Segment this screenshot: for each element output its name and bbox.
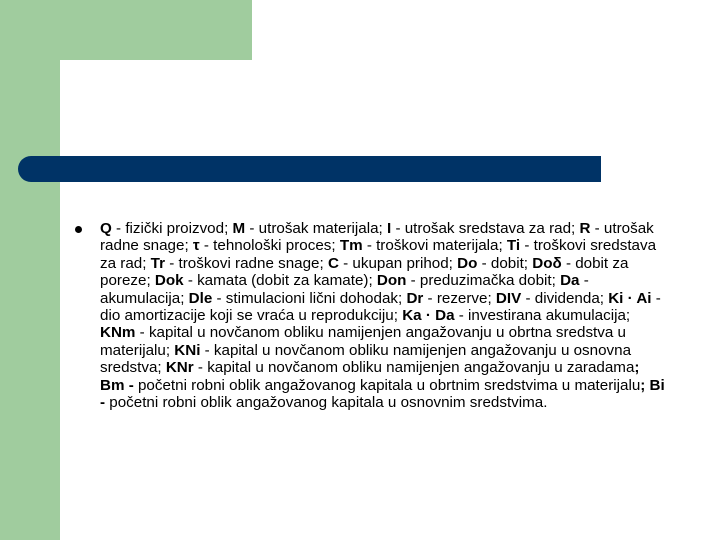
term-definition: - utrošak materijala; <box>245 220 387 237</box>
term-definition: početni robni oblik angažovanog kapitala u osnovnim sredstvima. <box>105 394 548 412</box>
term-symbol: Do <box>457 254 478 272</box>
term-definition: - troškovi materijala; <box>362 237 507 255</box>
term-definition: - tehnološki proces; <box>199 237 340 255</box>
term-symbol: Tm <box>339 237 363 255</box>
term-definition: - kamata (dobit za kamate); <box>183 272 377 290</box>
term-symbol: Tr <box>150 254 166 272</box>
term-definition: - stimulacioni lični dohodak; <box>212 289 407 307</box>
term-symbol: M <box>232 220 246 237</box>
term-symbol: ; Bi - <box>100 376 665 412</box>
term-symbol: Dr <box>406 289 424 307</box>
term-symbol: Da <box>560 272 580 290</box>
term-symbol: I <box>386 220 392 237</box>
term-definition: - dobit za poreze; <box>100 254 629 290</box>
term-symbol: Q <box>100 220 112 237</box>
term-symbol: R <box>579 220 591 237</box>
term-symbol: Ka · Da <box>402 307 455 325</box>
term-definition: - dividenda; <box>521 289 609 307</box>
slide-content <box>72 220 672 411</box>
term-symbol: Ti <box>506 237 521 255</box>
term-symbol: Dok <box>154 272 184 290</box>
term-symbol: KNi <box>174 341 201 359</box>
term-definition: - preduzimačka dobit; <box>406 272 561 290</box>
term-definition: - rezerve; <box>423 289 496 307</box>
term-definition: - investirana akumulacija; <box>454 307 631 325</box>
term-definition: - ukupan prihod; <box>338 254 458 272</box>
bullet-text <box>100 220 666 411</box>
corner-curve-decoration <box>60 60 108 108</box>
green-sidebar-decoration <box>0 0 60 540</box>
term-symbol: Don <box>376 272 407 290</box>
term-definition: - akumulacija; <box>100 272 589 307</box>
term-definition: - utrošak sredstava za rad; <box>391 220 580 237</box>
bullet-item <box>72 220 672 411</box>
term-definition: - kapital u novčanom obliku namijenjen angažovanju u zaradama <box>193 359 635 377</box>
term-definition: - utrošak radne snage; <box>100 220 654 255</box>
term-definition: početni robni oblik angažovanog kapitala u obrtnim sredstvima u materijalu <box>133 376 641 394</box>
title-bar <box>18 156 601 182</box>
bullet-dot-icon <box>75 226 82 233</box>
term-symbol: KNr <box>165 359 194 377</box>
term-symbol: Ki · Ai <box>608 289 652 307</box>
green-top-decoration <box>0 0 252 60</box>
term-definition: - troškovi sredstava za rad; <box>100 237 657 272</box>
term-symbol: ; Bm - <box>100 359 640 394</box>
term-symbol: DIV <box>495 289 522 307</box>
term-definition: - kapital u novčanom obliku namijenjen angažovanju u obrtna sredstva u materijalu; <box>100 324 626 359</box>
term-definition: - dio amortizacije koji se vraća u reprodukciju; <box>100 289 661 325</box>
term-definition: - kapital u novčanom obliku namijenjen angažovanju u osnovna sredstva; <box>100 341 632 377</box>
term-symbol: KNm <box>100 324 136 342</box>
term-definition: - dobit; <box>477 254 533 272</box>
term-symbol: C <box>327 254 339 272</box>
term-symbol: Dle <box>188 289 213 307</box>
term-symbol: τ <box>192 237 200 255</box>
term-definition: - fizički proizvod; <box>111 220 233 237</box>
term-definition: - troškovi radne snage; <box>165 254 328 272</box>
term-symbol: Doδ <box>532 254 562 272</box>
